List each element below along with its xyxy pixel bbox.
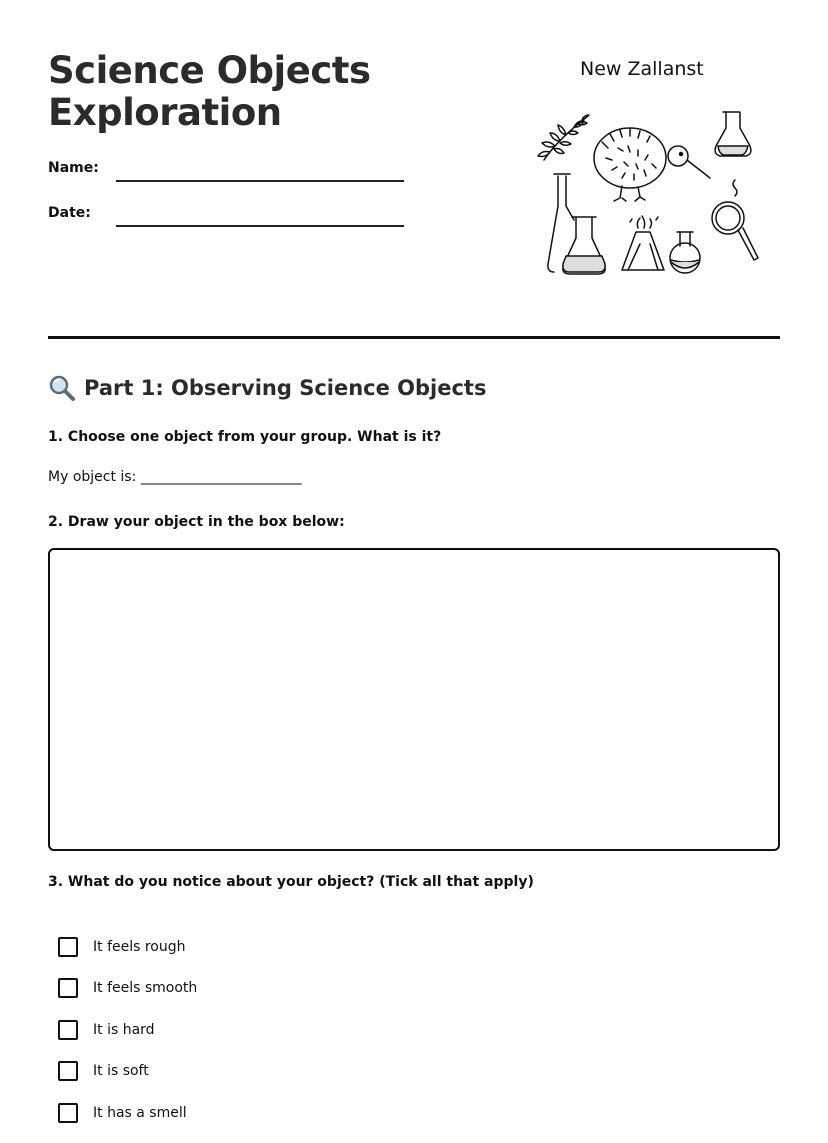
science-illustration bbox=[530, 100, 770, 285]
date-label: Date: bbox=[48, 205, 91, 221]
section-divider bbox=[48, 336, 780, 339]
name-line[interactable] bbox=[116, 180, 404, 182]
worksheet-title bbox=[48, 50, 370, 134]
checkbox[interactable] bbox=[58, 978, 78, 998]
erlenmeyer-flask-icon bbox=[563, 217, 605, 274]
steam-icon bbox=[733, 180, 737, 196]
checkbox[interactable] bbox=[58, 1061, 78, 1081]
checklist-item-label: It is soft bbox=[93, 1063, 149, 1080]
question-3: 3. What do you notice about your object? (Tick all that apply) bbox=[48, 874, 534, 890]
checklist-item-label: It is hard bbox=[93, 1021, 155, 1038]
question-1: 1. Choose one object from your group. What is it? bbox=[48, 429, 442, 445]
checklist-item-label: It feels smooth bbox=[93, 980, 198, 997]
question-2: 2. Draw your object in the box below: bbox=[48, 514, 345, 530]
magnifying-glass-icon bbox=[712, 202, 758, 260]
title-line-2: Exploration bbox=[48, 91, 282, 134]
kiwi-bird-icon bbox=[594, 128, 710, 201]
brand-text: New Zallanst bbox=[580, 58, 704, 80]
checkbox[interactable] bbox=[58, 937, 78, 957]
observation-checklist bbox=[58, 936, 197, 1143]
volcano-icon bbox=[622, 216, 664, 270]
drawing-box[interactable] bbox=[48, 548, 780, 851]
name-label: Name: bbox=[48, 160, 99, 176]
fern-icon bbox=[538, 115, 589, 160]
part1-heading bbox=[48, 374, 486, 402]
checklist-item[interactable] bbox=[58, 977, 197, 1018]
conical-flask-icon bbox=[715, 112, 751, 156]
object-answer-line[interactable]: My object is: _______________________ bbox=[48, 469, 302, 485]
magnifying-glass-icon bbox=[48, 374, 76, 402]
title-line-1: Science Objects bbox=[48, 49, 371, 92]
date-line[interactable] bbox=[116, 225, 404, 227]
checklist-item-label: It feels rough bbox=[93, 939, 186, 955]
round-flask-icon bbox=[670, 232, 700, 273]
checklist-item[interactable] bbox=[58, 1102, 197, 1143]
checkbox[interactable] bbox=[58, 1020, 78, 1040]
checklist-item[interactable] bbox=[58, 1060, 197, 1101]
checklist-item-label: It has a smell bbox=[93, 1104, 187, 1121]
checklist-item[interactable] bbox=[58, 1019, 197, 1060]
checkbox[interactable] bbox=[58, 1103, 78, 1123]
part1-heading-text: Part 1: Observing Science Objects bbox=[84, 376, 487, 400]
checklist-item[interactable] bbox=[58, 936, 197, 977]
